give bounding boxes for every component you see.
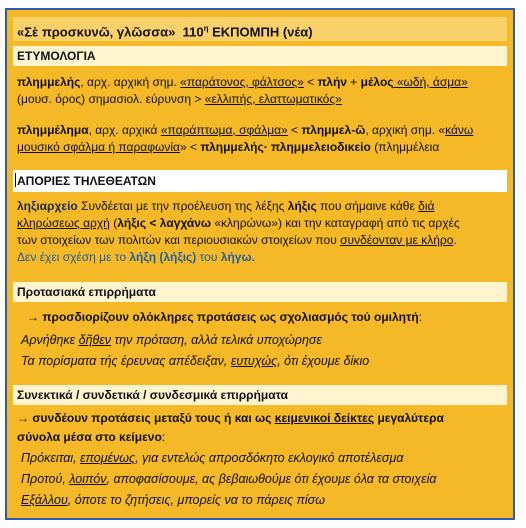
meaning: μουσικό σφάλμα ή παραφωνία [17,140,180,154]
rule-term: κειμενικοί δείκτες [274,411,375,425]
root: λήξις < λαγχάνω [117,216,212,230]
sentence-adverbs-heading: Προτασιακά επιρρήματα [13,282,507,302]
example-text: Τα πορίσματα τής έρευνας απέδειξαν, [21,354,231,368]
root: πλήν [317,75,347,89]
text: που σήμαινε κάθε [316,199,419,213]
text: Συνδέεται με την προέλευση της λέξης [77,199,288,213]
text: + [346,75,361,89]
rule: μεγαλύτερα [374,411,444,425]
meaning: «ωδή, άσμα» [393,75,468,89]
example-adverb: ευτυχώς [230,354,278,368]
example-text: , όποτε το ζητήσεις, μπορείς να το πάρεις πίσω [67,493,325,507]
meaning: διά [418,199,435,213]
episode-number: 110 [182,24,204,40]
etymology-entry-plimmelima [17,122,505,156]
episode-suffix: η [203,24,209,33]
text-cursor [15,173,16,187]
text: (πλημμέλεια [370,140,440,154]
term: λήξις [287,199,317,213]
text: » < [179,140,201,154]
episode-title [13,17,507,41]
example-text: , για εντελώς απροσδόκητο εκλογικό αποτέλεσμα [135,451,404,465]
text: , αρχική σημ. « [365,123,446,137]
text: «κληρώνω») και την καταγραφή από τις αρχές [211,216,460,230]
etymology-heading: ΕΤΥΜΟΛΟΓΙΑ [13,46,507,66]
example-text: , ότι έχουμε δίκιο [277,354,370,368]
rule: → προσδιορίζουν ολόκληρες προτάσεις ως σχολιασμός τού ομιλητή [27,310,419,324]
example-text: , αποφασίσουμε, ας βεβαιωθούμε ότι έχουμε όλα τα στοιχεία [106,472,437,486]
text: . [453,233,457,247]
rule: σύνολα μέσα στο κείμενο [17,430,162,444]
show-title: «Σὲ προσκυνῶ, γλῶσσα» [17,24,176,40]
sentence-adverbs-section [21,308,505,371]
connective-adverbs-heading: Συνεκτικά / συνδετικά / συνδεσμικά επιρρήματα [13,385,507,405]
example-text: Αρνήθηκε [21,333,79,347]
meaning: κάνω [445,123,474,137]
etymology-entry-plimmelis [17,74,505,108]
example-text: Πρόκειται, [21,451,81,465]
example-text: την πρόταση, αλλά τελικά υποχώρησε [111,333,322,347]
derivatives: πλημμελής· πλημμελειοδικείο [200,140,371,154]
meaning: «ελλιπής, ελαττωματικός» [204,92,342,106]
term: πλημμέλημα [17,123,89,137]
episode-label: ΕΚΠΟΜΠΗ (νέα) [208,24,313,40]
text: (μουσ. όρος) σημασιολ. εύρυνση > [17,92,205,106]
example-adverb: Εξάλλου [21,493,68,507]
term: πλημμελής [17,75,81,89]
text: < [287,123,302,137]
term: λήξη (λήξις) [129,250,197,264]
example-adverb: λοιπόν [69,472,107,486]
text: ( [109,216,118,230]
term: λήγω. [220,250,255,264]
viewers-heading [13,170,507,192]
lesson-card [5,8,515,520]
root: πλημμελ-ῶ [301,123,366,137]
text: : [161,430,166,444]
text: , αρχ. αρχική σημ. [80,75,181,89]
meaning: συνδέονταν με κλήρο [340,233,454,247]
example-text: Προτού, [21,472,70,486]
text: : [418,310,423,324]
meaning: «παράπτωμα, σφάλμα» [160,123,288,137]
text: , αρχ. αρχικά [88,123,161,137]
root: μέλος [360,75,394,89]
rule: → συνδέουν προτάσεις μεταξύ τους ή και ως [17,411,275,425]
meaning: «παράτονος, φάλτσος» [180,75,304,89]
text: των στοιχείων των πολιτών και περιουσιακών στοιχείων που [17,233,341,247]
term: ληξιαρχείο [17,199,78,213]
text: < [303,75,318,89]
example-adverb: δῆθεν [78,333,112,347]
text: του [196,250,221,264]
viewer-question-lixiarxeio [17,198,505,266]
example-adverb: επομένως [80,451,136,465]
meaning: κληρώσεως αρχή [17,216,110,230]
viewers-heading-label: ΑΠΟΡΙΕΣ ΤΗΛΕΘΕΑΤΩΝ [17,174,156,188]
text: Δεν έχει σχέση με το [17,250,130,264]
connective-adverbs-section [17,409,505,510]
